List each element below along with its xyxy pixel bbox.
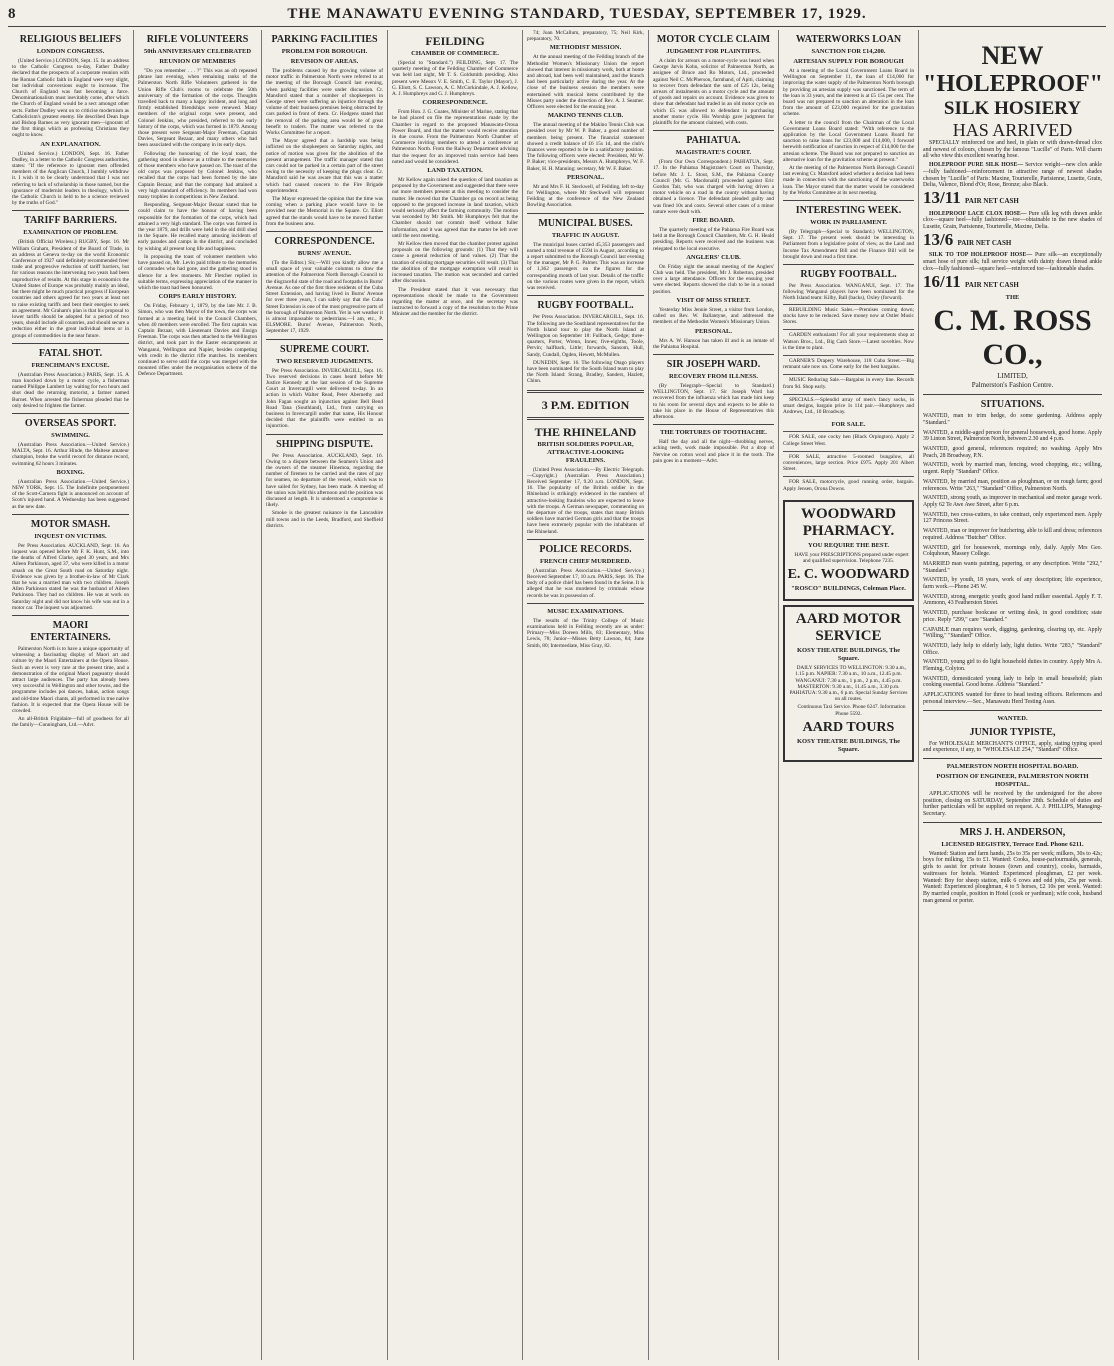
situation-ad: APPLICATIONS wanted for three to head testing officers. References and personal interview.—Sec., Manawatu Herd Testing Assn. bbox=[923, 692, 1102, 705]
ad-subtitle: POSITION OF ENGINEER, PALMERSTON NORTH HOSPITAL. bbox=[936, 772, 1089, 788]
article-text: Mrs A. W. Hanson has taken ill and is an inmate of the Pahiatua Hospital. bbox=[653, 337, 774, 350]
divider bbox=[783, 264, 914, 265]
headline: CORRESPONDENCE. bbox=[274, 236, 375, 248]
subheading: REUNION OF MEMBERS bbox=[159, 58, 236, 65]
article-text: Mr Kellow then moved that the chamber protest against proposals on the following grounds: (1) That they will cause a general reduction of land values. (2) That the taxation of existing mortgage securities will result. (3) That the abolition of the mortgage exemption will result in increased taxation. The motion was seconded and carried after discussion. bbox=[392, 241, 518, 285]
price bbox=[923, 187, 1102, 207]
situation-ad: WANTED, strong youth, as improver in mechanical and motor garage work. Apply 62 Te Awe Awe Street, after 6 p.m. bbox=[923, 495, 1102, 508]
article-text: "Do you remember . . . ?" This was an oft repeated phrase last evening, when remaining ranks of the Palmerston North Rifle Volunteers gathered in the Union Rifle Club's rooms to celebrate the 50th anniversary of the formation of the corps. Thoughts travelled back to many a happy incident, and long and firmly established friendships were renewed. Many members of the original corps were present, and Colonel Jenkins, who presided, referred to the early history of the corps, which was formed in 1879. Among those present were Sergeant-Major Freeman, Captain Davies, Sergeant Bezaar, and many others who had been associated with the company in its early days. bbox=[138, 68, 257, 149]
classified-ad bbox=[783, 329, 914, 355]
article-text: (Australian Press Association.—United Service.) MALTA, Sept. 16. Arthur Hinde, the Maltese amateur champion, broke the world record for distance record, swimming 62 hours 3 minutes. bbox=[12, 441, 129, 467]
situation-ad: WANTED, by married man, position as ploughman, or on rough farm; good references. Write "263," "Standard" Office, Palmerston North. bbox=[923, 478, 1102, 492]
ad-item-title: SILK TO TOP HOLEPROOF HOSE— bbox=[929, 252, 1033, 259]
article-text: The quarterly meeting of the Pahiatua Fire Board was held at the Borough Council Chambers, Mr. G. H. Heald presiding. Reports were received and the business was relegated to the local executive. bbox=[653, 227, 774, 252]
situation-ad: WANTED, man or improver for butchering, able to kill and dress; references required. Address "Butcher" Office. bbox=[923, 528, 1102, 541]
section-heading: SITUATIONS. bbox=[980, 399, 1045, 411]
ad-text: LIMITED, bbox=[997, 372, 1028, 381]
divider bbox=[653, 424, 774, 425]
article-text: At a meeting of the Local Government Loans Board in Wellington on September 11, the loan of £14,000 for improving the water supply of the Palmerston North borough by providing an artesian supply was sanctioned. The term of the loan is 33 years, and the interest is at £5 15s per cent. The board was not prepared to sanction an alteration in the loan from the amount of £23,000 required for the gravitation scheme. bbox=[783, 68, 914, 118]
ad-title: MRS J. H. ANDERSON, bbox=[959, 826, 1066, 838]
article-text: Palmerston North is to have a unique opportunity of witnessing a fascinating display of Maori art and culture by the Maori Entertainers at the Opera House. Such an event is very rare at the present time, and a demonstration of the original Maori pageantry should attract large audiences. The party has already been very successful in Wellington and other towns, and the programme includes poi dances, hakas, action songs and old-time Maori chants, all performed in true native fashion. It is expected that the Opera House will be crowded. bbox=[12, 646, 129, 715]
subheading: BRITISH SOLDIERS POPULAR, ATTRACTIVE-LOOKING FRAULEINS. bbox=[537, 440, 634, 464]
headline: RELIGIOUS BELIEFS bbox=[19, 34, 122, 45]
subheading: MUSIC EXAMINATIONS. bbox=[547, 607, 624, 615]
article-text: On Friday night the annual meeting of the Anglers' Club was held. The president, Mr J. Roberton, presided over a large attendance. Officers for the ensuing year were elected. Reports showed the club to be in a sound position. bbox=[653, 263, 774, 295]
subheading: VISIT OF MISS STREET. bbox=[676, 296, 751, 304]
headline: FATAL SHOT. bbox=[38, 347, 103, 359]
classified-ad bbox=[783, 304, 914, 330]
subheading: SANCTION FOR £14,200. bbox=[811, 48, 886, 55]
subheading: BOXING. bbox=[56, 468, 85, 476]
article-text: Per Press Association. INVERCARGILL, Sept. 16. The following are the Southland representatives for the North Island tour to play the North Island at Wellington on September 18: Fullback, Gedge; three-quarters, Porter, Wrenn, Innes; five-eighths, Toole, Pervin; halfback, Little; forwards, Sansom, Hull, Sandy, Cundall, Ogden, Hewett, McMullen. bbox=[527, 314, 644, 358]
situations-list bbox=[923, 413, 1102, 705]
article-text: Per Press Association. AUCKLAND, Sept. 16. Owing to a dispute between the Seamen's Union and the owners of the steamer Hinemoa, regarding the number of firemen to be carried and the rates of pay for seamen, no departure of the vessel, which was to have sailed for Sydney, has been made. A meeting of the union was held this afternoon and the position was discussed at length. It is understood a compromise is likely. bbox=[266, 452, 383, 509]
ad-text: Wanted: Station and farm hands, 25s to 35s per week; milkers, 30s to 42s; boys for milking, 15s to £1. Wanted: Cooks, house-parlourmaids, generals, girls to assist for private houses (town and country), cooks, barmaids, waitresses for hotels. Wanted: Experienced ploughman, £2 per week. Wanted: Boy for sheep station, milk 6 cows and odd jobs, 25s per week. Wanted: Experienced ploughman, 4 to 5 horses, £2 10s per week. Wanted: By married couple, position in Hotel (cook or yardman); wife cook, husband man general or porter. bbox=[923, 850, 1102, 904]
headline: MOTOR SMASH. bbox=[30, 518, 111, 530]
price-unit: PAIR NET CASH bbox=[965, 280, 1019, 289]
ad-item bbox=[923, 252, 1102, 272]
headline: WATERWORKS LOAN bbox=[795, 34, 902, 45]
subheading: METHODIST MISSION. bbox=[549, 44, 622, 52]
article-text: Yesterday Miss Jennie Street, a visitor from London, called on Rev. W. Ballantyne, and addressed the members of the Methodist Women's Missionary Union. bbox=[653, 306, 774, 326]
subheading: FOR SALE. bbox=[831, 421, 866, 429]
article-text: Smoke is the greatest nuisance in the Lancashire mill towns and in the Leeds, Bradford, and Sheffield districts. bbox=[266, 510, 383, 529]
ad-text: FOR SALE, motorcycle, good running order, bargain. Apply Jensen, Orona Downs. bbox=[783, 479, 914, 492]
page-number: 8 bbox=[8, 6, 16, 22]
ad-title: "HOLEPROOF" bbox=[923, 71, 1103, 97]
classified-ad bbox=[783, 476, 914, 495]
divider bbox=[923, 710, 1102, 711]
classified-ad bbox=[783, 394, 914, 420]
ad-text: FOR SALE, one cocky hen (Black Orpington). Apply 2 College Street West. bbox=[783, 434, 914, 447]
ad-title: JUNIOR TYPISTE, bbox=[969, 726, 1056, 738]
subheading: CHAMBER OF COMMERCE. bbox=[411, 50, 499, 57]
ad-text: SPECIALS.—Splendid array of men's fancy socks, in smart designs, bargain price 1s 11d pair.—Humphreys and Andrews, Ltd., 10 Broadway. bbox=[783, 396, 914, 416]
ad-address: KOSY THEATRE BUILDINGS, The Square. bbox=[796, 647, 901, 663]
divider bbox=[783, 200, 914, 201]
article-text: The problems caused by the growing volume of motor traffic in Palmerston North were referred to at the meeting of the Borough Council last evening, when parking facilities were under discussion. Cr. Mansford stated that a number of shopkeepers in George street were suffering an injustice through the volume of their business premises being obstructed by cars parked in front of them. Cr. Hodgens stated that the removal of the parking area would be of great benefit to traders. The matter was referred to the Works Committee for a report. bbox=[266, 68, 383, 137]
divider bbox=[12, 514, 129, 515]
headline: RIFLE VOLUNTEERS bbox=[146, 34, 249, 45]
ad-title: NEW bbox=[981, 41, 1044, 70]
ad-text: Continuous Taxi Service. Phone 6247. Information Phone 5592. bbox=[797, 704, 906, 717]
subheading: PERSONAL. bbox=[566, 173, 605, 181]
price bbox=[923, 229, 1102, 249]
price-unit: PAIR NET CASH bbox=[965, 196, 1019, 205]
article-text: The Mayor expressed the opinion that the time was coming when a parking place would have to be provided near the Memorial in the Square. Cr. Eliott agreed that the stands would have to be moved further from the business area. bbox=[266, 196, 383, 227]
ad-text: DAILY SERVICES TO WELLINGTON: 9.30 a.m., 1.15 p.m. NAPIER: 7.30 a.m., 10 a.m., 12.45 p.m. WANGANUI: 7.30 a.m., 1 p.m., 2 p.m., 4.45 p.m. MASTERTON: 9.30 a.m., 11.45 a.m., 3.30 p.m. PAHIATUA: 9.30 a.m., 6 p.m. Special Sunday Services on all routes. bbox=[789, 665, 908, 703]
column-4 bbox=[388, 30, 523, 1360]
article-text: At the annual meeting of the Feilding branch of the Methodist Women's Missionary Union the report showed that interest in missionary work, both at home and abroad, had been well maintained, and the branch had been particularly active during the year. At the close of the business session the members were entertained with musical items contributed by the Misses party under the direction of Rev. A. J. Seamer. Officers were elected for the ensuing year. bbox=[527, 54, 644, 111]
subheading: TWO RESERVED JUDGMENTS. bbox=[276, 357, 373, 365]
article-text: 74; Joan McCallum, preparatory, 75; Neil Kirk, preparatory, 70. bbox=[527, 30, 644, 43]
ad-text: REBUILDING Music Sales.—Premises coming down; stocks have to be reduced. Save money now at Ostler Music Stores. bbox=[783, 306, 914, 326]
situation-ad: MARRIED man wants painting, papering, or any description. Write "292," "Standard." bbox=[923, 560, 1102, 574]
article-text: Per Press Association. INVERCARGILL, Sept. 16. Two reserved decisions in cases heard before Mr Justice Kennedy at the last session of the Supreme Court at Invercargill were delivered to-day. In an action in which Walter Read, Peter Abernethy and John Fagan sought an injunction against Bell Bend Road Tana (Southland), Ltd., from carrying on business in Invercargill under that name, His Honour decided that the plaintiffs were entitled to an injunction. bbox=[266, 367, 383, 430]
headline: RUGBY FOOTBALL. bbox=[537, 300, 634, 312]
situation-ad: WANTED, girl for housework, mornings only, daily. Apply Mrs Geo. Colquhoun, Massey College. bbox=[923, 544, 1102, 558]
subheading: ARTESIAN SUPPLY FOR BOROUGH bbox=[793, 58, 904, 65]
price-value: 13/6 bbox=[923, 229, 954, 249]
subheading: MAKINO TENNIS CLUB. bbox=[547, 112, 624, 120]
headline: FEILDING bbox=[425, 34, 485, 48]
subheading: JUDGMENT FOR PLAINTIFFS. bbox=[666, 48, 761, 55]
article-text: (By Telegraph—Special to Standard.) WELLINGTON, Sept. 17. Sir Joseph Ward has recovered from the influenza which has made him keep to his room for several days and expects to be able to take his place in the House of Representatives this afternoon. bbox=[653, 382, 774, 420]
ad-title: PHARMACY. bbox=[802, 522, 895, 539]
ad-tagline: YOU REQUIRE THE BEST. bbox=[807, 541, 890, 549]
headline: SHIPPING DISPUTE. bbox=[276, 438, 373, 450]
headline: OVERSEAS SPORT. bbox=[24, 417, 117, 429]
ad-item-text: Pure silk—an exceptionally smart hose of pure silk; full service weight with dainty drawn thread ankle clox—fully fashioned—square heel—reinforced toe—fashionable shades. bbox=[923, 252, 1102, 272]
motor-service-ad bbox=[783, 605, 914, 762]
article-text: (Australian Press Association.) PARIS, Sept. 15. A man knocked down by a motor cycle, a fisherman named Philippe Lambert lay waiting for two hours and shot dead the returning motorist, a farmer named Burnet. When arrested the fisherman pleaded that he only desired to frighten the farmer. bbox=[12, 371, 129, 409]
ad-item bbox=[923, 211, 1102, 231]
article-text: (United Service.) LONDON, Sept. 15. In an address to the Catholic Congress to-day, Father Dudley declared that the prospects of a corporate reunion with the Roman Catholic faith in England were very slight, but individual conversions ought to increase. The Church of England was fast becoming a farce. Denominationalism must inevitably come, after which the Church of England would be a sect amongst other sects. Father Dudley went on to criticise modernism as Catholicism's greatest enemy. He described Dean Inge and Bishop Barnes as very ignorant men—ignorant of the first things which as professing Christians they ought to know. bbox=[12, 58, 129, 139]
edition-banner: 3 P.M. EDITION bbox=[541, 397, 630, 412]
divider bbox=[527, 213, 644, 214]
ad-title: HAS ARRIVED bbox=[952, 120, 1073, 140]
article-text: (Australian Press Association.—United Service.) Received September 17, 10 a.m. PARIS, Sept. 16. The body of a police chief has been found in the Seine. It is alleged that he was murdered by criminals whose records he was in possession of. bbox=[527, 567, 644, 599]
column-2 bbox=[134, 30, 262, 1360]
article-text: Mr and Mrs F. H. Steckwell, of Feilding, left to-day for Wellington, where Mr Steckwell will represent Feilding at the conference of the New Zealand Bowling Association. bbox=[527, 183, 644, 209]
ad-text: GARDEN enthusiasts! For all your requirements shop at Watson Bros., Ltd., Big Cash Store.—Latest novelties. Now is the time to plant. bbox=[783, 332, 914, 351]
headline: INTERESTING WEEK. bbox=[795, 205, 902, 217]
article-text: DUNEDIN, Sept. 16. The following Otago players have been nominated for the South Island team to play the North Island: Strang, Bradley, Sanders, Hazlett, Chinn. bbox=[527, 359, 644, 385]
subheading: CORPS EARLY HISTORY. bbox=[158, 293, 237, 301]
ad-title: AARD TOURS bbox=[802, 719, 895, 735]
columns bbox=[8, 30, 1106, 1360]
article-text: (United Press Association.—By Electric Telegraph.—Copyright.) (Australian Press Association.) Received September 17, 9.20 a.m. LONDON, Sept. 16. The popularity of the British soldier in the Rhineland is strikingly evidenced in the numbers of attractive-looking frauleins who are expected to leave with the troops. A German newspaper, commenting on the departure of the troops, states that many British soldiers have married German girls and that the troops have been extremely popular with the inhabitants of the Rhineland. bbox=[527, 466, 644, 535]
situation-ad: CAPABLE man requires work, digging, gardening, clearing up, etc. Apply "Willing," "Standard" Office. bbox=[923, 626, 1102, 640]
ad-item-text: Pure silk leg with drawn ankle clox—square heel—fully fashioned—toe—obtainable in the new shades of Lusette, Grain, Parisienne, Tourterelle, Maxine, Delia. bbox=[923, 210, 1102, 231]
classified-ad bbox=[783, 431, 914, 450]
divider bbox=[923, 822, 1102, 823]
ross-ad bbox=[923, 294, 1102, 390]
divider bbox=[266, 434, 383, 435]
divider bbox=[923, 394, 1102, 395]
classified-ad bbox=[783, 451, 914, 477]
headline: THE RHINELAND bbox=[534, 424, 637, 439]
subheading: MAGISTRATE'S COURT. bbox=[675, 149, 752, 157]
article-text: A claim for arrears on a motor-cycle was heard when George Jarvis Kohn, solicitor of Palmerston North, as assignee of Bruce and Ro Motors, Ltd., proceeded against Neil C. McPherson, farmhand, of Apiti, claiming to recover from defendant the sum of £25 12s, being arrears of instalments on a motor cycle and the amount of goods and repairs on account. Evidence was given to show that defendant had traded in an old motor cycle on which £5 was allowed to defendant in purchasing another motor cycle. His Worship gave judgment for plaintiffs for the amount claimed, with costs. bbox=[653, 58, 774, 127]
subheading: WORK IN PARLIAMENT. bbox=[810, 219, 887, 227]
ad-text: GARNER'S Drapery Warehouse, 118 Cuba Street.—Big remnant sale now on. Come early for the best bargains. bbox=[783, 357, 914, 371]
headline: MOTOR CYCLE CLAIM bbox=[656, 34, 771, 45]
headline: MAORI ENTERTAINERS. bbox=[30, 620, 111, 643]
article-text: Per Press Association. AUCKLAND, Sept. 16. An inquest was opened before Mr F. K. Hunt, S.M., into the deaths of Alfred Clarke, aged 30 years, and Mrs Aileen Parkinson, aged 37, who were killed in a motor smash on the Great South road on Saturday night. Evidence was given by a brother-in-law of Mr Clark that he was a married man with two children. Joseph Allen Parkinson stated he was the husband of Aileen Parkinson. They had no children. He was at work on Saturday night and did not know his wife was out in a motor car. The inquest was adjourned. bbox=[12, 542, 129, 611]
divider bbox=[653, 130, 774, 131]
divider bbox=[12, 343, 129, 344]
divider bbox=[527, 539, 644, 540]
ad-text: SPECIALLY reinforced toe and heel, in plain or with drawn-thread clox and newest of colours, chosen by the famous "Lucille" of Paris. Will charm all who view this excellent wearing hose. bbox=[923, 140, 1102, 160]
article-text: (To the Editor.) Sir,—Will you kindly allow me a small space of your valuable columns to draw the attention of the Palmerston North Borough Council to the disgraceful state of the road and footpaths in Burns' Avenue. As one of the first three residents of the Cuba Street Extension, and having lived in Burns' Avenue for over three years, I can safely say that the Cuba Street Extension is one of the most progressive parts of the borough of Palmerston North. Yet in wet weather it is almost impassable to pedestrians.—I am, etc., P. ELSMORE. Burns' Avenue, Palmerston North, September 17, 1929. bbox=[266, 260, 384, 335]
ad-title: PALMERSTON NORTH HOSPITAL BOARD. bbox=[946, 762, 1079, 770]
situation-ad: WANTED, young girl to do light household duties in country. Apply Mrs A. Fleming, Colyton. bbox=[923, 659, 1102, 673]
article-text: Mr Kellow again raised the question of land taxation as proposed by the Government and suggested that there were not more members present at this meeting to consider the matter. He moved that the Chamber go on record as being opposed to the proposed increase in land taxation, which would seriously affect the farming community. The motion was seconded by Mr Smith. Mr Humphreys felt that the Chamber should not commit itself without fuller information, and it was agreed that the matter be left over until the next meeting. bbox=[392, 177, 518, 239]
ad-text: APPLICATIONS will be received by the undersigned for the above position, closing on SATURDAY, September 28th. Schedule of duties and further particulars will be supplied on request. A. J. PHILLIPS, Managing-Secretary. bbox=[923, 790, 1102, 818]
article-text: The results of the Trinity College of Music examinations held in Feilding recently are as under: Primary—Miss Doreen Mills, 83; Elementary, Miss Lewis, 78; Junior—Misses Betty Lawson, 84; June Smith, 80; Intermediate, Miss Gray, 82. bbox=[527, 617, 644, 649]
pharmacy-ad bbox=[783, 500, 914, 601]
article-text: The President stated that it was necessary that representations should be made to the Government regarding the matter at once, and the secretary was instructed to forward a copy of the resolution to the Prime Minister and the member for the district. bbox=[392, 286, 518, 318]
divider bbox=[266, 339, 383, 340]
divider bbox=[527, 417, 644, 420]
ad-item-title: HOLEPROOF LACE CLOX HOSE— bbox=[929, 210, 1027, 217]
headline: SUPREME COURT. bbox=[280, 343, 369, 355]
ad-title: C. M. ROSS CO., bbox=[933, 304, 1092, 372]
situation-ad: WANTED, man to trim hedge, do some gardening. Address apply "Standard." bbox=[923, 413, 1102, 426]
hosiery-ad bbox=[923, 42, 1102, 140]
subheading: AN EXPLANATION. bbox=[40, 140, 101, 148]
headline: SIR JOSEPH WARD. bbox=[666, 358, 761, 370]
ad-text: Palmerston's Fashion Centre. bbox=[971, 381, 1054, 390]
headline: TARIFF BARRIERS. bbox=[24, 215, 117, 227]
subheading: THE TORTURES OF TOOTHACHE. bbox=[660, 429, 767, 437]
headline: RUGBY FOOTBALL. bbox=[800, 269, 897, 281]
ad-title: E. C. WOODWARD bbox=[787, 567, 910, 583]
divider bbox=[527, 295, 644, 296]
article-text: (Australian Press Association.—United Service.) NEW YORK, Sept. 15. The Indefinite postponement of the Scott-Carnera fight is announced on account of Scott's injured hand. A Wednesday has been suggested as the new date. bbox=[12, 478, 129, 510]
divider bbox=[527, 603, 644, 604]
subheading: CORRESPONDENCE. bbox=[422, 99, 488, 107]
subheading: SWIMMING. bbox=[51, 431, 90, 439]
article-text: (United Service.) LONDON, Sept. 16. Father Dudley, in a letter to the Catholic Congress authorities, states: "If the reference to ignorant men offended members of the Anglican Church, I humbly withdraw it. I wish it to be clearly understood that I was not referring to lack of scholarship in those named, but the ignorance of modernist leaders in theology, which in the Catholic Church is held to be a science reviewed by the truths of God." bbox=[12, 150, 129, 207]
column-6 bbox=[649, 30, 779, 1360]
column-8 bbox=[919, 30, 1106, 1360]
situation-ad: WANTED, good general, references required; no washing. Apply Mrs Peach, 28 Broadway, P.N. bbox=[923, 446, 1102, 459]
ad-subtitle: LICENSED REGISTRY, Terrace End. Phone 6211. bbox=[941, 840, 1084, 848]
ad-title: SILK HOSIERY bbox=[943, 98, 1082, 119]
subheading: LONDON CONGRESS. bbox=[36, 48, 105, 55]
ad-heading: WANTED. bbox=[997, 714, 1028, 722]
subheading: ANGLERS' CLUB. bbox=[686, 253, 741, 261]
situation-ad: WANTED, purchase bookcase or writing desk, in good condition; state price. Reply "299," care "Standard." bbox=[923, 610, 1102, 623]
divider bbox=[12, 615, 129, 616]
ad-item bbox=[923, 162, 1102, 189]
divider bbox=[527, 390, 644, 393]
advertisement-text: An all-British Frigidaire—full of goodness for all the family—Cunningham, Ltd.—Advt. bbox=[12, 716, 129, 729]
column-5 bbox=[523, 30, 649, 1360]
price-value: 13/11 bbox=[923, 187, 961, 207]
article-text: Per Press Association. WANGANUI, Sept. 17. The following Wanganui players have been nominated for the North Island team: Kilby, Ball (backs), Oxley (forward). bbox=[783, 283, 914, 302]
article-text: (British Official Wireless.) RUGBY, Sept. 16. Mr William Graham, President of the Board of Trade, in an address at Geneva to-day on the world Economic Conference of 1927 said definitely recommended freer trade and progressive reduction of tariff barriers, but for various reasons the intervening two years had been unproductive of results. At this stage in economics the United States of Europe was probably mainly an ideal, but there might be much practical progress if European countries and others agreed for two years at least not to raise existing tariffs and bent their energies to seek an agreement. Mr Graham's plan is that his proposal to lower tariffs should be adopted for a period of two years, should include all countries, and should secure a reduction either in the great individual items or in groups of commodities in the near future. bbox=[12, 239, 129, 339]
classified-ad bbox=[783, 374, 914, 393]
subheading: FIRE BOARD. bbox=[692, 217, 735, 225]
divider bbox=[653, 354, 774, 355]
ad-text: MUSIC Reducing Sale.—Bargains in every line. Records from 9d. Shop early. bbox=[783, 377, 914, 390]
column-3 bbox=[262, 30, 388, 1360]
article-text: From Hon. J. G. Coates, Minister of Marine, stating that he had placed on file the representations made by the Chamber in regard to the proposed Manawatu-Oroua Power Board, and that the matter would receive attention in due course. From the Palmerston North Chamber of Commerce inviting members to attend a conference at Palmerston North. From the Railway Department advising that the request for an improved train service had been noted and would be considered. bbox=[392, 109, 518, 165]
divider bbox=[923, 758, 1102, 759]
headline: POLICE RECORDS. bbox=[539, 543, 632, 555]
headline: MUNICIPAL BUSES. bbox=[538, 217, 633, 229]
article-text: Responding, Sergeant-Major Bezaar stated that he could claim to have the honour of having been responsible for the formation of the corps, which had attained a very high standard. The corps was formed in the year 1879, and drills were held in the old drill shed in the Square. He recalled many amusing incidents of early parades and camps in the district, and concluded by wishing all present long life and happiness. bbox=[138, 202, 257, 252]
article-text: On Friday, February 1, 1879, by the late Mr. J. B. Simon, who was then Mayor of the town, the corps was formed at a meeting held in the Council Chambers, when 40 members were enrolled. The first captain was Captain Bezaar, with Lieutenant Davies and Ensign Freeman. The corps was then attached to the Wellington district, and took part in the Easter encampments at Wanganui, Wellington and Napier, besides competing with credit in the district rifle matches. Its members continued to serve until the corps was merged with the mounted rifles under the reorganisation scheme of the Defence Department. bbox=[138, 303, 257, 378]
subheading: EXAMINATION OF PROBLEM. bbox=[23, 229, 118, 237]
subheading: LAND TAXATION. bbox=[427, 167, 483, 175]
ad-text: FOR SALE, attractive 5-roomed bungalow, all conveniences, large section. Price £975. Apply 201 Albert Street. bbox=[783, 453, 914, 473]
subheading: INQUEST ON VICTIMS. bbox=[34, 532, 107, 540]
ad-text: For WHOLESALE MERCHANT'S OFFICE, apply, stating typing speed and experience, if any, to "WHOLESALE 254," "Standard" Office. bbox=[923, 740, 1102, 754]
article-text: The municipal buses carried 45,353 passengers and earned a total revenue of £594 in August, according to a report submitted to the Borough Council last evening by the manager, Mr P. G. Palmer. This was an increase of 1,362 passengers on the figures for the corresponding month of last year. Details of the traffic on the various routes were given in the report, which was received. bbox=[527, 241, 644, 292]
ad-item-text: Service weight—new clox ankle—fully fashioned—reinforcement in attractive range of newest shades chosen by "Lucille" of Paris: Maxine, Tourterelle, Parisienne, Lusette, Grain, Delia, Valence, Blond d'Or, Rose, Bronze; also Black. bbox=[923, 162, 1102, 189]
article-text: (Special to "Standard.") FEILDING, Sept. 17. The quarterly meeting of the Feilding Chamber of Commerce was held last night, Mr T. S. Goldsmith presiding. Also present were Messrs V. E. Smith, C. E. Taylor (Mayor), J. G. Eliott, S. C. Lawson, A. C. McCorkindale, A. J. Kellow, A. J. Humphreys and G. J. Humphreys. bbox=[392, 60, 518, 98]
subheading: PROBLEM FOR BOROUGH. bbox=[281, 48, 368, 55]
ad-title: AARD MOTOR SERVICE bbox=[795, 611, 902, 645]
headline: PAHIATUA. bbox=[686, 135, 741, 147]
subheading: FRENCHMAN'S EXCUSE. bbox=[31, 361, 110, 369]
newspaper-title: THE MANAWATU EVENING STANDARD, TUESDAY, SEPTEMBER 17, 1929. bbox=[287, 6, 867, 22]
price bbox=[923, 271, 1102, 291]
article-text: A letter to the council from the Chairman of the Local Government Loans Board stated: "With reference to the application by the Local Government Loans Board for sanction to raise loans for £23,000 and £14,000, I forward herewith notification of sanction in respect of £14,000 for the artesian scheme. The Board was not prepared to sanction an alternative loan for the gravitation scheme at present." bbox=[783, 119, 914, 163]
article-text: The annual meeting of the Makino Tennis Club was presided over by Mr W. P. Baker, a good number of members being present. The financial statement showed a credit balance of £6 15s 1d, and the club's finances were reported to be in a satisfactory position. The following officers were elected: President, Mr W. P. Baker; vice-presidents, Messrs A. Humphreys, W. F. Baker, H. H. Manning; secretary, Mr W. F. Baker. bbox=[527, 122, 644, 172]
subheading: PERSONAL. bbox=[694, 327, 733, 335]
situation-ad: WANTED, work by married man, fencing, wood chopping, etc.; willing, urgent. Reply "Standard" Office. bbox=[923, 462, 1102, 476]
article-text: In proposing the toast of volunteer members who have passed on, Mr. Levin paid tribute to the memories of comrades who had gone, and the gathering stood in silence for a few moments. Mr Fletcher replied in suitable terms, expressing appreciation of the manner in which the toast had been honoured. bbox=[138, 253, 257, 291]
classified-ad bbox=[783, 355, 914, 374]
subheading: BURNS' AVENUE. bbox=[297, 250, 352, 258]
column-7 bbox=[779, 30, 919, 1360]
column-1 bbox=[8, 30, 134, 1360]
article-text: (From Our Own Correspondent.) PAHIATUA, Sept. 17. In the Pahiatua Magistrate's Court on Thursday, before Mr. J. L. Stout, S.M., the Pahiatua County Council (Mr. G. Macdonald) proceeded against Eric Gordon Tait, who was charged with having driven a motor vehicle on a road in the county without having obtained a licence. The defendant pleaded guilty and was fined 10s and costs. Several other cases of a minor nature were dealt with. bbox=[653, 159, 774, 215]
article-text: The Mayor agreed that a hardship was being inflicted on the shopkeepers on Saturday nights, and notice of motion was given for the abolition of the present arrangement. The traffic manager stated that cars could not be parked in a certain part of the street owing to the necessity of keeping the plugs clear. Cr. Mansford said he was aware that this was a matter which had caused concern to the Fire Brigade superintendent. bbox=[266, 138, 383, 194]
price-unit: PAIR NET CASH bbox=[957, 238, 1012, 247]
situation-ad: WANTED, strong, energetic youth; good hand milker essential. Apply F. T. Ammonn, 43 Featherston Street. bbox=[923, 593, 1102, 607]
advertisement-text: Half the day and all the night—throbbing nerves, aching teeth, work made impossible. Put a drop of Nervine on cotton wool and place it in the tooth. The pain goes in a moment—Advt. bbox=[653, 439, 774, 464]
price-value: 16/11 bbox=[923, 271, 961, 291]
ad-text: THE bbox=[1005, 294, 1020, 302]
headline: PARKING FACILITIES bbox=[271, 34, 378, 45]
situation-ad: WANTED, two cross-cutters, to take contract, only experienced men. Apply 127 Princess Street. bbox=[923, 511, 1102, 525]
subheading: REVISION OF AREAS. bbox=[290, 58, 359, 65]
subheading: TRAFFIC IN AUGUST. bbox=[551, 231, 620, 239]
ad-title: WOODWARD bbox=[800, 505, 896, 522]
subheading: 50th ANNIVERSARY CELEBRATED bbox=[143, 48, 252, 55]
divider bbox=[266, 231, 383, 232]
situation-ad: WANTED, by youth, 18 years, work of any description; life experience, farm work.—Phone 245 W. bbox=[923, 577, 1102, 591]
article-text: (By Telegraph—Special to Standard.) WELLINGTON, Sept. 17. The present week should be interesting in Parliament from a legislative point of view, as the Land and Income Tax Amendment Bill and the Finance Bill will be brought down and read a first time. bbox=[783, 229, 914, 260]
divider bbox=[12, 210, 129, 211]
subheading: FRENCH CHIEF MURDERED. bbox=[540, 557, 631, 565]
ad-address: KOSY THEATRE BUILDINGS, The Square. bbox=[796, 737, 901, 753]
subheading: RECOVERY FROM ILLNESS. bbox=[669, 372, 758, 380]
article-text: Following the honouring of the loyal toast, the gathering stood in silence as a tribute to the memories of those members who have passed on. The toast of the old corps was proposed by Colonel Jenkins, who recalled that the corps had been formed by the late Captain Bezaar, and that the company had attained a very high standard of efficiency. Its members had won many trophies in competitions in New Zealand. bbox=[138, 150, 257, 201]
situation-ad: WANTED, lady help to elderly lady, light duties. Write "283," "Standard" Office. bbox=[923, 642, 1102, 656]
ad-address: "ROSCO" BUILDINGS, Coleman Place. bbox=[791, 585, 906, 593]
situation-ad: WANTED, a middle-aged person for general housework, good home. Apply 39 Linton Street, Palmerston North, between 2.30 and 4 p.m. bbox=[923, 429, 1102, 443]
situation-ad: WANTED, domesticated young lady to help in small household; plain cooking essential. Good home. Address "Standard." bbox=[923, 675, 1102, 689]
ad-text: HAVE your PRESCRIPTIONS prepared under expert and qualified supervision. Telephone 7235. bbox=[794, 551, 909, 564]
ad-item-title: HOLEPROOF PURE SILK HOSE— bbox=[929, 162, 1024, 169]
masthead bbox=[8, 6, 1106, 27]
divider bbox=[12, 413, 129, 414]
article-text: At the meeting of the Palmerston North Borough Council last evening Cr. Mansford asked whether a decision had been made in connection with the sanctioning of the waterworks loan. The Mayor stated that the matter would be considered by the Works Committee at its next meeting. bbox=[783, 165, 914, 196]
